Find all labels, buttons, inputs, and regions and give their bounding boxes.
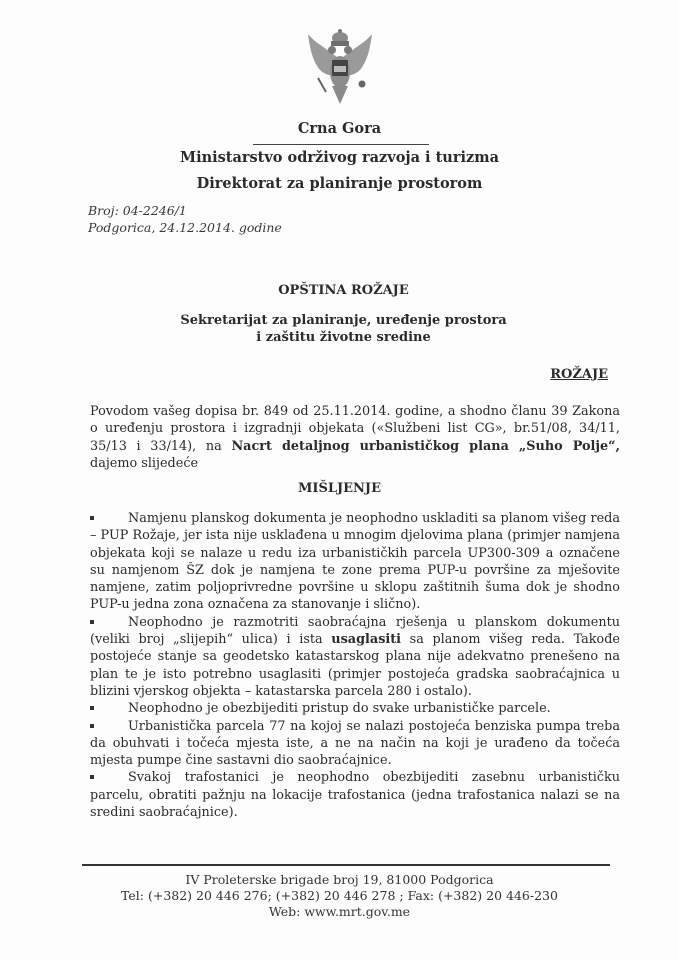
list-item-text: sa planom višeg reda. Takođe postojeće stanje sa geodetsko katastarskog plana nije adekvatno prenešeno na plan te je isto potrebno usaglasiti (primjer postojeća gradska saobraćajnica u blizini vjerskog objekta – katastarska parcela 280 i ostalo). [90,632,620,699]
reference-number: Broj: 04-2246/1 [88,203,187,218]
ministry-name: Ministarstvo održivog razvoja i turizma [180,149,499,166]
bullet-icon [90,706,94,710]
list-item-text: Svakoj trafostanici je neophodno obezbijediti zasebnu urbanističku parcelu, obratiti pažnju na lokacije trafostanica (jedna trafostanica nalazi se na sredini saobraćajnice). [90,770,620,821]
list-item-text: Neophodno je obezbijediti pristup do svake urbanističke parcele. [128,701,551,717]
recipient-city: ROŽAJE [550,367,608,382]
bullet-icon [90,516,94,520]
recipient-municipality: OPŠTINA ROŽAJE [278,283,409,298]
list-item-text: Urbanistička parcela 77 na kojoj se nalazi postojeća benziska pumpa treba da obuhvati i točeća mjesta iste, a ne na način na koji je urađeno da točeća mjesta pumpe čine sastavni dio saobraćajnice. [90,718,620,769]
place-date: Podgorica, 24.12.2014. godine [88,220,282,235]
montenegro-coat-of-arms-icon [302,28,378,108]
opinion-heading: MIŠLJENJE [297,481,381,496]
recipient-department-line2: i zaštitu životne sredine [256,330,431,345]
footer-web: Web: www.mrt.gov.me [268,904,411,919]
list-item [90,769,620,821]
recipient-department-line1: Sekretarijat za planiranje, uređenje prostora [180,313,507,328]
list-item-emphasis: usaglasiti [331,632,402,648]
list-item [90,614,620,700]
intro-text-before: Povodom vašeg dopisa br. 849 od 25.11.2014. godine, a shodno članu 39 Zakona o uređenju prostora i izgradnji objekata («Službeni list CG», br.51/08, 34/11, 35/13 i 33/14), na [90,404,620,454]
intro-text-after: dajemo slijedeće [90,455,199,471]
intro-paragraph [90,403,620,472]
footer-phones: Tel: (+382) 20 446 276; (+382) 20 446 278 ; Fax: (+382) 20 446-230 [121,888,558,903]
header-divider [253,144,429,145]
list-item [90,718,620,770]
footer-address: IV Proleterske brigade broj 19, 81000 Podgorica [185,872,494,887]
list-item [90,510,620,614]
footer-divider [82,864,610,866]
list-item [90,700,620,717]
list-item-text: Neophodno je razmotriti saobraćajna rješenja u planskom dokumentu (veliki broj „slijepih“ ulica) i ista [90,614,620,648]
bullet-icon [90,724,94,728]
bullet-icon [90,775,94,779]
opinion-list [90,510,620,821]
list-item-text: Namjenu planskog dokumenta je neophodno uskladiti sa planom višeg reda – PUP Rožaje, jer ista nije usklađena u mnogim djelovima plana (primjer namjena objekata koji se nalaze u redu iza urbanističkih parcela UP300-309 a označene su namjenom ŠZ dok je namjena te zone prema PUP-u površine za mješovite namjene, zatim poljoprivredne površine u sklopu zaštitnih šuma dok je shodno PUP-u jedna zona označena za stanovanje i slično). [90,511,620,613]
directorate-name: Direktorat za planiranje prostorom [196,175,483,192]
plan-name: Nacrt detaljnog urbanističkog plana „Suho Polje“, [231,438,620,454]
bullet-icon [90,620,94,624]
country-name: Crna Gora [297,120,382,137]
